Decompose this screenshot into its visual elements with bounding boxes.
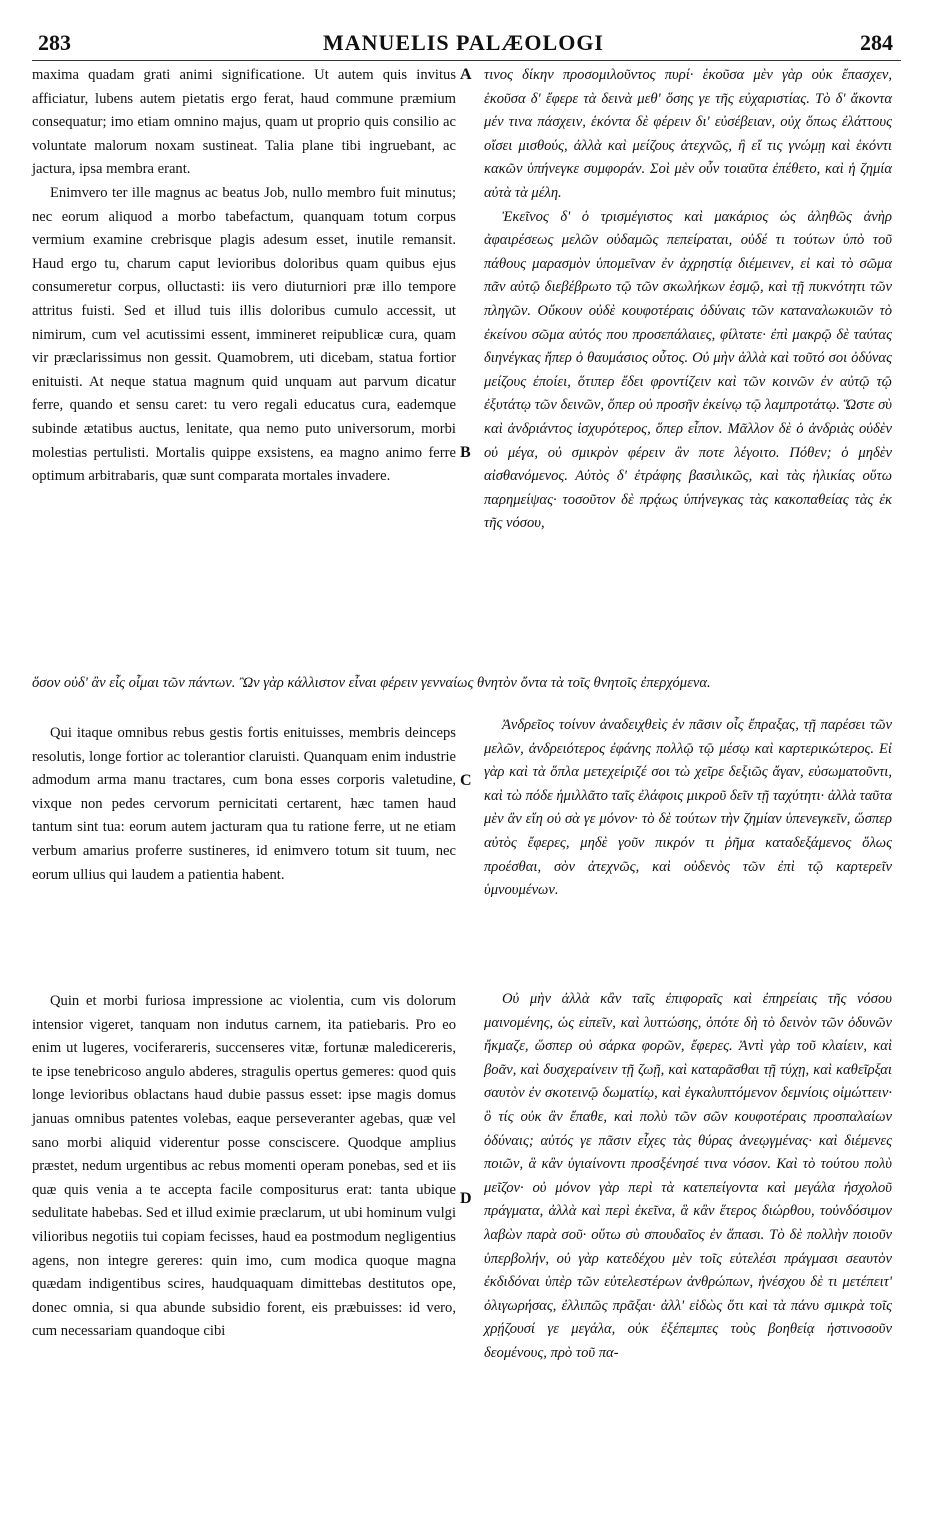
margin-marker-a: A (460, 66, 472, 83)
latin-column-middle (32, 722, 456, 887)
greek-spill-line: ὅσον οὐδ' ἂν εἷς οἶμαι τῶν πάντων. Ὢν γὰρ κάλλιστον εἶναι φέρειν γενναίως θνητὸν ὄντα τὰ τοῖς θνητοῖς ἐπερχόμενα. (32, 675, 711, 691)
page-header (30, 30, 897, 60)
greek-paragraph-1: τινος δίκην προσομιλοῦντος πυρί· ἑκοῦσα μὲν γὰρ οὐκ ἔπασχεν, ἑκοῦσα δ' ἔφερε τὰ δεινὰ μεθ' ὅσης γε τῆς εὐχαριστίας. Τὸ δ' ἄκοντα μέν τινα πάσχειν, ἑκόντα δὲ φέρειν δι' εὐσέβειαν, οὐχ ὅπως ἐλάττους οἴσει μισθούς, ἀλλὰ καὶ μείζους ἀτεχνῶς, ἢ εἴ τις γνώμῃ καὶ ἑκόντι κακῶν ὑπήνεγκε συμφοράν. Σοὶ μὲν οὖν τοιαῦτα ἐπέθετο, καὶ ἡ ζημία αὐτὰ τὰ μέλη. (484, 67, 892, 201)
margin-marker-d: D (460, 1190, 472, 1207)
margin-marker-b: B (460, 444, 471, 461)
latin-paragraph-2: Enimvero ter ille magnus ac beatus Job, nullo membro fuit minutus; nec eorum aliquod a morbo tabefactum, quanquam totum corpus vermium examine crebrisque plagis adesum esset, inutile remansit. Haud ergo tu, charum caput levioribus doloribus quam quibus ejus consumeretur corpus, olluctasti: iis vero diuturniori præ illo tempore attritus fuisti. Sed et illud tuis illis doloribus cumulo accessit, ut nimirum, cum vel acutissimi essent, immineret reipublicæ cura, quam vir præclarissimus non gessit. Quamobrem, uti dicebam, statua fortior enituisti. At neque statua magnum quid unquam aut parvum dicatur ferre, quando et sensu caret: tu vero regali educatus cura, eademque subinde ætatibus auctus, lenitate, qua nemo puto universorum, morbi molestias pertulisti. Mortalis quippe exsistens, ea magno animo ferre optimum arbitrabaris, quæ sunt comparata mortales invadere. (32, 184, 456, 485)
latin-column-top (32, 64, 456, 489)
latin-paragraph-3: Qui itaque omnibus rebus gestis fortis enituisses, membris deinceps resolutis, longe fortior ac tolerantior claruisti. Quanquam enim industrie admodum arma manu tractares, cum bona esses corporis valetudine, vixque non pedes cervorum pernicitati certarent, hæc tamen haud tantum sint tua: eorum autem jacturam qua tu ratione ferre, ut ne etiam verbum amarius proferre sustineres, id enimvero totum sit tuum, nec eorum ullius qui laudem a patientia habent. (32, 725, 456, 883)
greek-paragraph-3: Ἀνδρεῖος τοίνυν ἀναδειχθεὶς ἐν πᾶσιν οἷς ἔπραξας, τῇ παρέσει τῶν μελῶν, ἀνδρειότερος ἐφάνης πολλῷ τῷ μέσῳ καὶ καρτερικώτερος. Εἰ γὰρ καὶ τὰ ὅπλα μετεχείριζέ σοι τὼ χεῖρε δεξιῶς ἄγαν, εὐσωματοῦντι, καὶ τὼ πόδε ἡμιλλᾶτο ταῖς ἐλάφοις μικροῦ δεῖν τῇ ταχύτητι· ἀλλὰ ταῦτα μὲν ἂν εἴη οὐ σὰ γε μόνον· τὸ δὲ τούτων τὴν ζημίαν ὑπενεγκεῖν, ὥσπερ αὐτὸς ἔφερες, μηδὲ γοῦν πικρόν τι ῥῆμα καταδεξάμενος ὅλως προέσθαι, σὸν ἀτεχνῶς, καὶ οὐδενὸς τῶν ἐπὶ τῷ καρτερεῖν ὑμνουμένων. (484, 717, 892, 899)
header-rule (32, 60, 901, 61)
left-page-number: 283 (38, 30, 71, 55)
latin-paragraph-1: maxima quadam grati animi significatione. Ut autem quis invitus afficiatur, lubens autem pietatis ergo ferat, haud commune præmium consequatur; imo etiam omnino majus, quam ut proprio quis consilio ac voluntate malorum noxam sustineat. Talia plane tibi ingruebant, ac jactura, ipsa membra erant. (32, 67, 456, 178)
latin-column-bottom (32, 990, 456, 1344)
right-page-number: 284 (860, 30, 893, 55)
greek-paragraph-2: Ἐκεῖνος δ' ὁ τρισμέγιστος καὶ μακάριος ὡς ἀληθῶς ἀνὴρ ἀφαιρέσεως μελῶν οὐδαμῶς πεπείραται, οὐδέ τι τούτων ὑπὸ τοῦ πάθους μαρασμὸν ὑπομεῖναν ἐν ἀχρηστίᾳ διέμεινεν, εἰ καὶ τὸ σῶμα πᾶν αὐτῷ διεβέβρωτο τῷ τῶν σκωλήκων ἑσμῷ, καὶ τῇ πυκνότητι τῶν πληγῶν. Οὔκουν οὐδὲ κουφοτέραις ὀδύναις τῶν καταναλωκυιῶν τὸ ἐκείνου σῶμα αὐτός που προσεπάλαιες, φίλτατε· ἐπὶ μακρῷ δὲ ταύτας διηνέγκας ἤπερ ὁ θαυμάσιος οὗτος. Οὐ μὴν ἀλλὰ καὶ τοῦτό σοι ὀδύνας μείζους ἐποίει, ὅτιπερ ἔδει φροντίζειν καὶ τῶν κοινῶν ἐν αὐτῷ τῷ ἐξυτάτῳ τῶν δεινῶν, ὅπερ οὐ προσῆν ἐκείνῳ τῷ λαμπροτάτῳ. Ὥστε σὺ καὶ ἀνδριάντος ἰσχυρότερος, ὅπερ εἶπον. Μᾶλλον δὲ ὁ ἀνδριὰς οὐδὲν οὐ μέγα, οὐ σμικρὸν φέρειν ἂν ποτε λέγοιτο. Πόθεν; ὁ μηδὲν αἰσθανόμενος. Αὐτὸς δ' ἐτράφης βασιλικῶς, καὶ τὰς ἡλικίας οὕτω παρημείψας· τοσοῦτον δὲ πρᾴως ὑπήνεγκας τὰς κακοπαθείας τὰς ἐκ τῆς νόσου, (484, 208, 892, 532)
greek-column-bottom (484, 988, 892, 1366)
latin-paragraph-4: Quin et morbi furiosa impressione ac violentia, cum vis dolorum intensior vigeret, tanquam non indutus carnem, ita patiebaris. Pro eo enim ut lugeres, vociferareris, succenseres vitæ, fortunæ maledicereris, te ipse tenebricoso angulo abderes, stragulis opertus gemeres: quod quis longe levioribus oblactans haud dubie passus esset: ipse magis domus januas omnibus patentes volebas, eaque perseveranter agebas, quæ vel sano morbi aliquid viderentur posse consciscere. Quodque amplius præstet, nedum urgentibus ac rebus momenti operam ponebas, sed et iis quæ quis venia a te accepta facile compositurus erat: tanta ubique sedulitate habebas. Sed et illud eximie præclarum, ut ubi hominum vulgi vilioribus negotiis tui copiam fecisses, haud ea postmodum negligentius agens, non integre gereres: quin imo, cum modica quoque magna quædam indigentibus scires, haudquaquam dimittebas destitutos ope, donec omnia, si qua abunde subsidio forent, eis præbuisses: id vero, cum necessariam quandoque cibi (32, 993, 456, 1340)
running-title: MANUELIS PALÆOLOGI (322, 30, 604, 55)
greek-column-top (484, 64, 892, 536)
greek-paragraph-4: Οὐ μὴν ἀλλὰ κἂν ταῖς ἐπιφοραῖς καὶ ἐπηρείαις τῆς νόσου μαινομένης, ὡς εἰπεῖν, καὶ λυττώσης, ὁπότε δὴ τὸ δεινὸν τῶν ὀδυνῶν ἤκμαζε, ὥσπερ οὐ σάρκα φορῶν, ἔφερες. Ἀντὶ γὰρ τοῦ κλαίειν, καὶ βοᾶν, καὶ δυσχεραίνειν τῇ ζωῇ, καὶ καταρᾶσθαι τῇ τύχῃ, καὶ καθεῖρξαι σαυτὸν ἐν σκοτεινῷ δωματίῳ, καὶ ἐγκαλυπτόμενον δεμνίοις οἰμώττειν· ὃ τίς οὐκ ἂν ἔπαθε, καὶ πολὺ τῶν σῶν κουφοτέραις προσπαλαίων ὀδύναις; αὐτός γε πᾶσιν εἶχες τὰς θύρας ἀνεῳγμένας· καὶ διέμενες ποιῶν, ἃ κἂν ὑγιαίνοντι προσξένησέ τινα νόσον. Καὶ τὸ τούτου πολὺ μεῖζον· οὐ μόνον γὰρ περὶ τὰ κατεπείγοντα καὶ μεγάλα ἠσχολοῦ πράγματα, ἀλλὰ καὶ περὶ ἐκεῖνα, ἃ κἂν ἕτερος διώρθου, τοὐνδόσιμον λαβὼν παρὰ σοῦ· οὕτω σὺ σπουδαῖος ἐν ἅπασι. Τὸ δὲ πολλὴν ποιοῦν ὑπερβολήν, οὐ γὰρ κατεδέχου μὲν τοῖς εὐτελέσι πράγμασι σεαυτὸν ἐκδιδόναι ὑπὲρ τῶν εὐτελεστέρων ἀνθρώπων, ἠνέσχου δὲ τι μετέπειτ' ὀλιγωρήσας, ἐλλιπῶς πρᾶξαι· ἀλλ' εἰδὼς ὅτι καὶ τὰ πάνυ σμικρὰ τοῖς χρῄζουσί γε μεγάλα, οὐκ ἐξέπεμπες τοὺς βοηθείᾳ ἡστινοσοῦν δεομένους, πρὸ τοῦ πα- (484, 991, 892, 1361)
greek-column-middle (484, 714, 892, 903)
margin-marker-c: C (460, 772, 472, 789)
